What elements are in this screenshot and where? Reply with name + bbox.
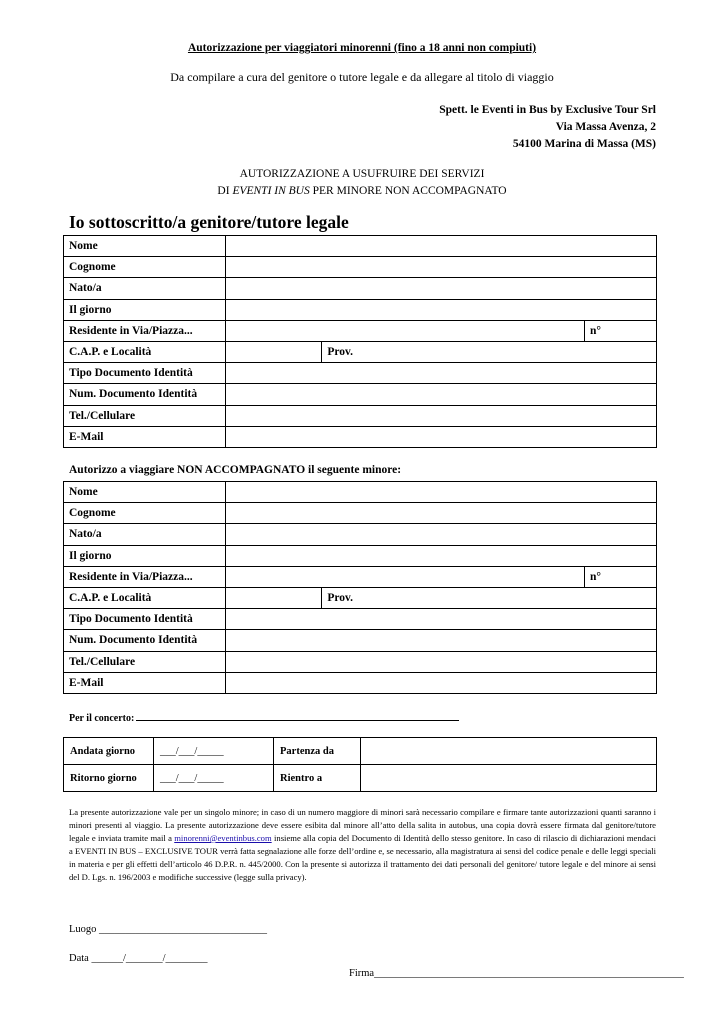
field-label-email: E-Mail xyxy=(64,672,226,693)
minor-section-intro: Autorizzo a viaggiare NON ACCOMPAGNATO il seguente minore: xyxy=(69,464,402,476)
parent-num-doc-field[interactable] xyxy=(226,384,657,405)
recipient-city: 54100 Marina di Massa (MS) xyxy=(512,138,656,150)
field-label-nato: Nato/a xyxy=(64,524,226,545)
table-row xyxy=(64,299,657,320)
table-row xyxy=(64,503,657,524)
heading-brand: EVENTI IN BUS xyxy=(232,185,310,197)
ritorno-date-field[interactable]: ___/___/_____ xyxy=(154,765,274,792)
field-label-num-doc: Num. Documento Identità xyxy=(64,630,226,651)
minor-residente-field[interactable] xyxy=(226,566,585,587)
table-row xyxy=(64,651,657,672)
table-row xyxy=(64,278,657,299)
field-label-tipo-doc: Tipo Documento Identità xyxy=(64,609,226,630)
field-label-tipo-doc: Tipo Documento Identità xyxy=(64,363,226,384)
heading-prefix: DI xyxy=(217,185,233,197)
table-row xyxy=(64,630,657,651)
minor-tipo-doc-field[interactable] xyxy=(226,609,657,630)
parent-residente-field[interactable] xyxy=(226,320,585,341)
field-label-numero: n° xyxy=(585,320,657,341)
table-row xyxy=(64,426,657,447)
recipient-name: Spett. le Eventi in Bus by Exclusive Tour Srl xyxy=(439,104,656,116)
concert-row xyxy=(69,711,459,724)
field-label-cap: C.A.P. e Località xyxy=(64,341,226,362)
field-label-prov: Prov. xyxy=(322,587,657,608)
minor-email-field[interactable] xyxy=(226,672,657,693)
table-row xyxy=(64,524,657,545)
table-row xyxy=(64,672,657,693)
field-label-cap: C.A.P. e Località xyxy=(64,587,226,608)
minor-giorno-field[interactable] xyxy=(226,545,657,566)
minor-num-doc-field[interactable] xyxy=(226,630,657,651)
minor-cap-field[interactable] xyxy=(226,587,322,608)
andata-label: Andata giorno xyxy=(64,738,154,765)
field-label-numero: n° xyxy=(585,566,657,587)
table-row xyxy=(64,765,657,792)
minor-nato-field[interactable] xyxy=(226,524,657,545)
field-label-nome: Nome xyxy=(64,482,226,503)
field-label-giorno: Il giorno xyxy=(64,299,226,320)
table-row xyxy=(64,545,657,566)
recipient-street: Via Massa Avenza, 2 xyxy=(555,121,656,133)
partenza-label: Partenza da xyxy=(274,738,361,765)
parent-giorno-field[interactable] xyxy=(226,299,657,320)
parent-tel-field[interactable] xyxy=(226,405,657,426)
parent-tipo-doc-field[interactable] xyxy=(226,363,657,384)
field-label-residente: Residente in Via/Piazza... xyxy=(64,320,226,341)
field-label-nato: Nato/a xyxy=(64,278,226,299)
parent-section-title: Io sottoscritto/a genitore/tutore legale xyxy=(69,212,349,232)
concert-input-line[interactable] xyxy=(136,711,459,721)
minor-cognome-field[interactable] xyxy=(226,503,657,524)
parent-email-field[interactable] xyxy=(226,426,657,447)
parent-data-table xyxy=(63,235,657,448)
field-label-cognome: Cognome xyxy=(64,503,226,524)
table-row xyxy=(64,363,657,384)
field-label-tel: Tel./Cellulare xyxy=(64,651,226,672)
table-row xyxy=(64,609,657,630)
form-heading-line1: AUTORIZZAZIONE A USUFRUIRE DEI SERVIZI xyxy=(239,168,485,180)
field-label-prov: Prov. xyxy=(322,341,657,362)
table-row xyxy=(64,236,657,257)
table-row xyxy=(64,257,657,278)
field-label-residente: Residente in Via/Piazza... xyxy=(64,566,226,587)
form-heading-line2 xyxy=(0,185,724,197)
table-row xyxy=(64,482,657,503)
field-label-email: E-Mail xyxy=(64,426,226,447)
table-row xyxy=(64,738,657,765)
minor-tel-field[interactable] xyxy=(226,651,657,672)
ritorno-label: Ritorno giorno xyxy=(64,765,154,792)
table-row xyxy=(64,320,657,341)
field-label-nome: Nome xyxy=(64,236,226,257)
notice-text-before: La presente autorizzazione vale per un singolo minore; in caso di un numero maggiore di minori sarà necessario compilare e firmare tante autorizzazioni quanti saranno i minori presenti al viaggio. La presente autorizzazione deve essere esibita dal minore all’atto della salita in autobus, una copia dovrà essere firmata dal genitore/tutore legale e inviata tramite mail a xyxy=(69,807,656,843)
field-label-cognome: Cognome xyxy=(64,257,226,278)
parent-cognome-field[interactable] xyxy=(226,257,657,278)
parent-nato-field[interactable] xyxy=(226,278,657,299)
parent-cap-field[interactable] xyxy=(226,341,322,362)
field-label-tel: Tel./Cellulare xyxy=(64,405,226,426)
minor-data-table xyxy=(63,481,657,694)
minor-nome-field[interactable] xyxy=(226,482,657,503)
document-title: Autorizzazione per viaggiatori minorenni (fino a 18 anni non compiuti) xyxy=(187,42,537,54)
notice-text-after: insieme alla copia del Documento di Identità dello stesso genitore. In caso di rilascio di dichiarazioni mendaci a EVENTI IN BUS – EXCLUSIVE TOUR verrà fatta segnalazione alle forze dell’ordine e, se necessario, alla magistratura ai sensi del codice penale e delle leggi speciali in materia e per gli effetti dell’articolo 46 D.P.R. n. 445/2000. Con la presente si autorizza il trattamento dei dati personali del genitore/ tutore legale e del minore ai sensi del D. Lgs. n. 196/2003 e modifiche successive (legge sulla privacy). xyxy=(69,833,656,882)
rientro-label: Rientro a xyxy=(274,765,361,792)
parent-nome-field[interactable] xyxy=(226,236,657,257)
notice-email-link[interactable]: minorenni@eventinbus.com xyxy=(174,833,272,843)
table-row xyxy=(64,384,657,405)
trip-table xyxy=(63,737,657,792)
data-line[interactable]: Data ______/_______/________ xyxy=(69,953,208,964)
firma-line[interactable]: Firma___________________________________________________________ xyxy=(349,968,684,979)
field-label-num-doc: Num. Documento Identità xyxy=(64,384,226,405)
field-label-giorno: Il giorno xyxy=(64,545,226,566)
andata-date-field[interactable]: ___/___/_____ xyxy=(154,738,274,765)
table-row xyxy=(64,341,657,362)
document-subtitle: Da compilare a cura del genitore o tutore legale e da allegare al titolo di viaggio xyxy=(170,70,554,84)
luogo-line[interactable]: Luogo ________________________________ xyxy=(69,924,268,935)
table-row xyxy=(64,587,657,608)
table-row xyxy=(64,405,657,426)
concert-label: Per il concerto: xyxy=(69,713,135,724)
legal-notice xyxy=(69,806,656,884)
partenza-field[interactable] xyxy=(361,738,657,765)
table-row xyxy=(64,566,657,587)
rientro-field[interactable] xyxy=(361,765,657,792)
heading-suffix: PER MINORE NON ACCOMPAGNATO xyxy=(309,185,507,197)
